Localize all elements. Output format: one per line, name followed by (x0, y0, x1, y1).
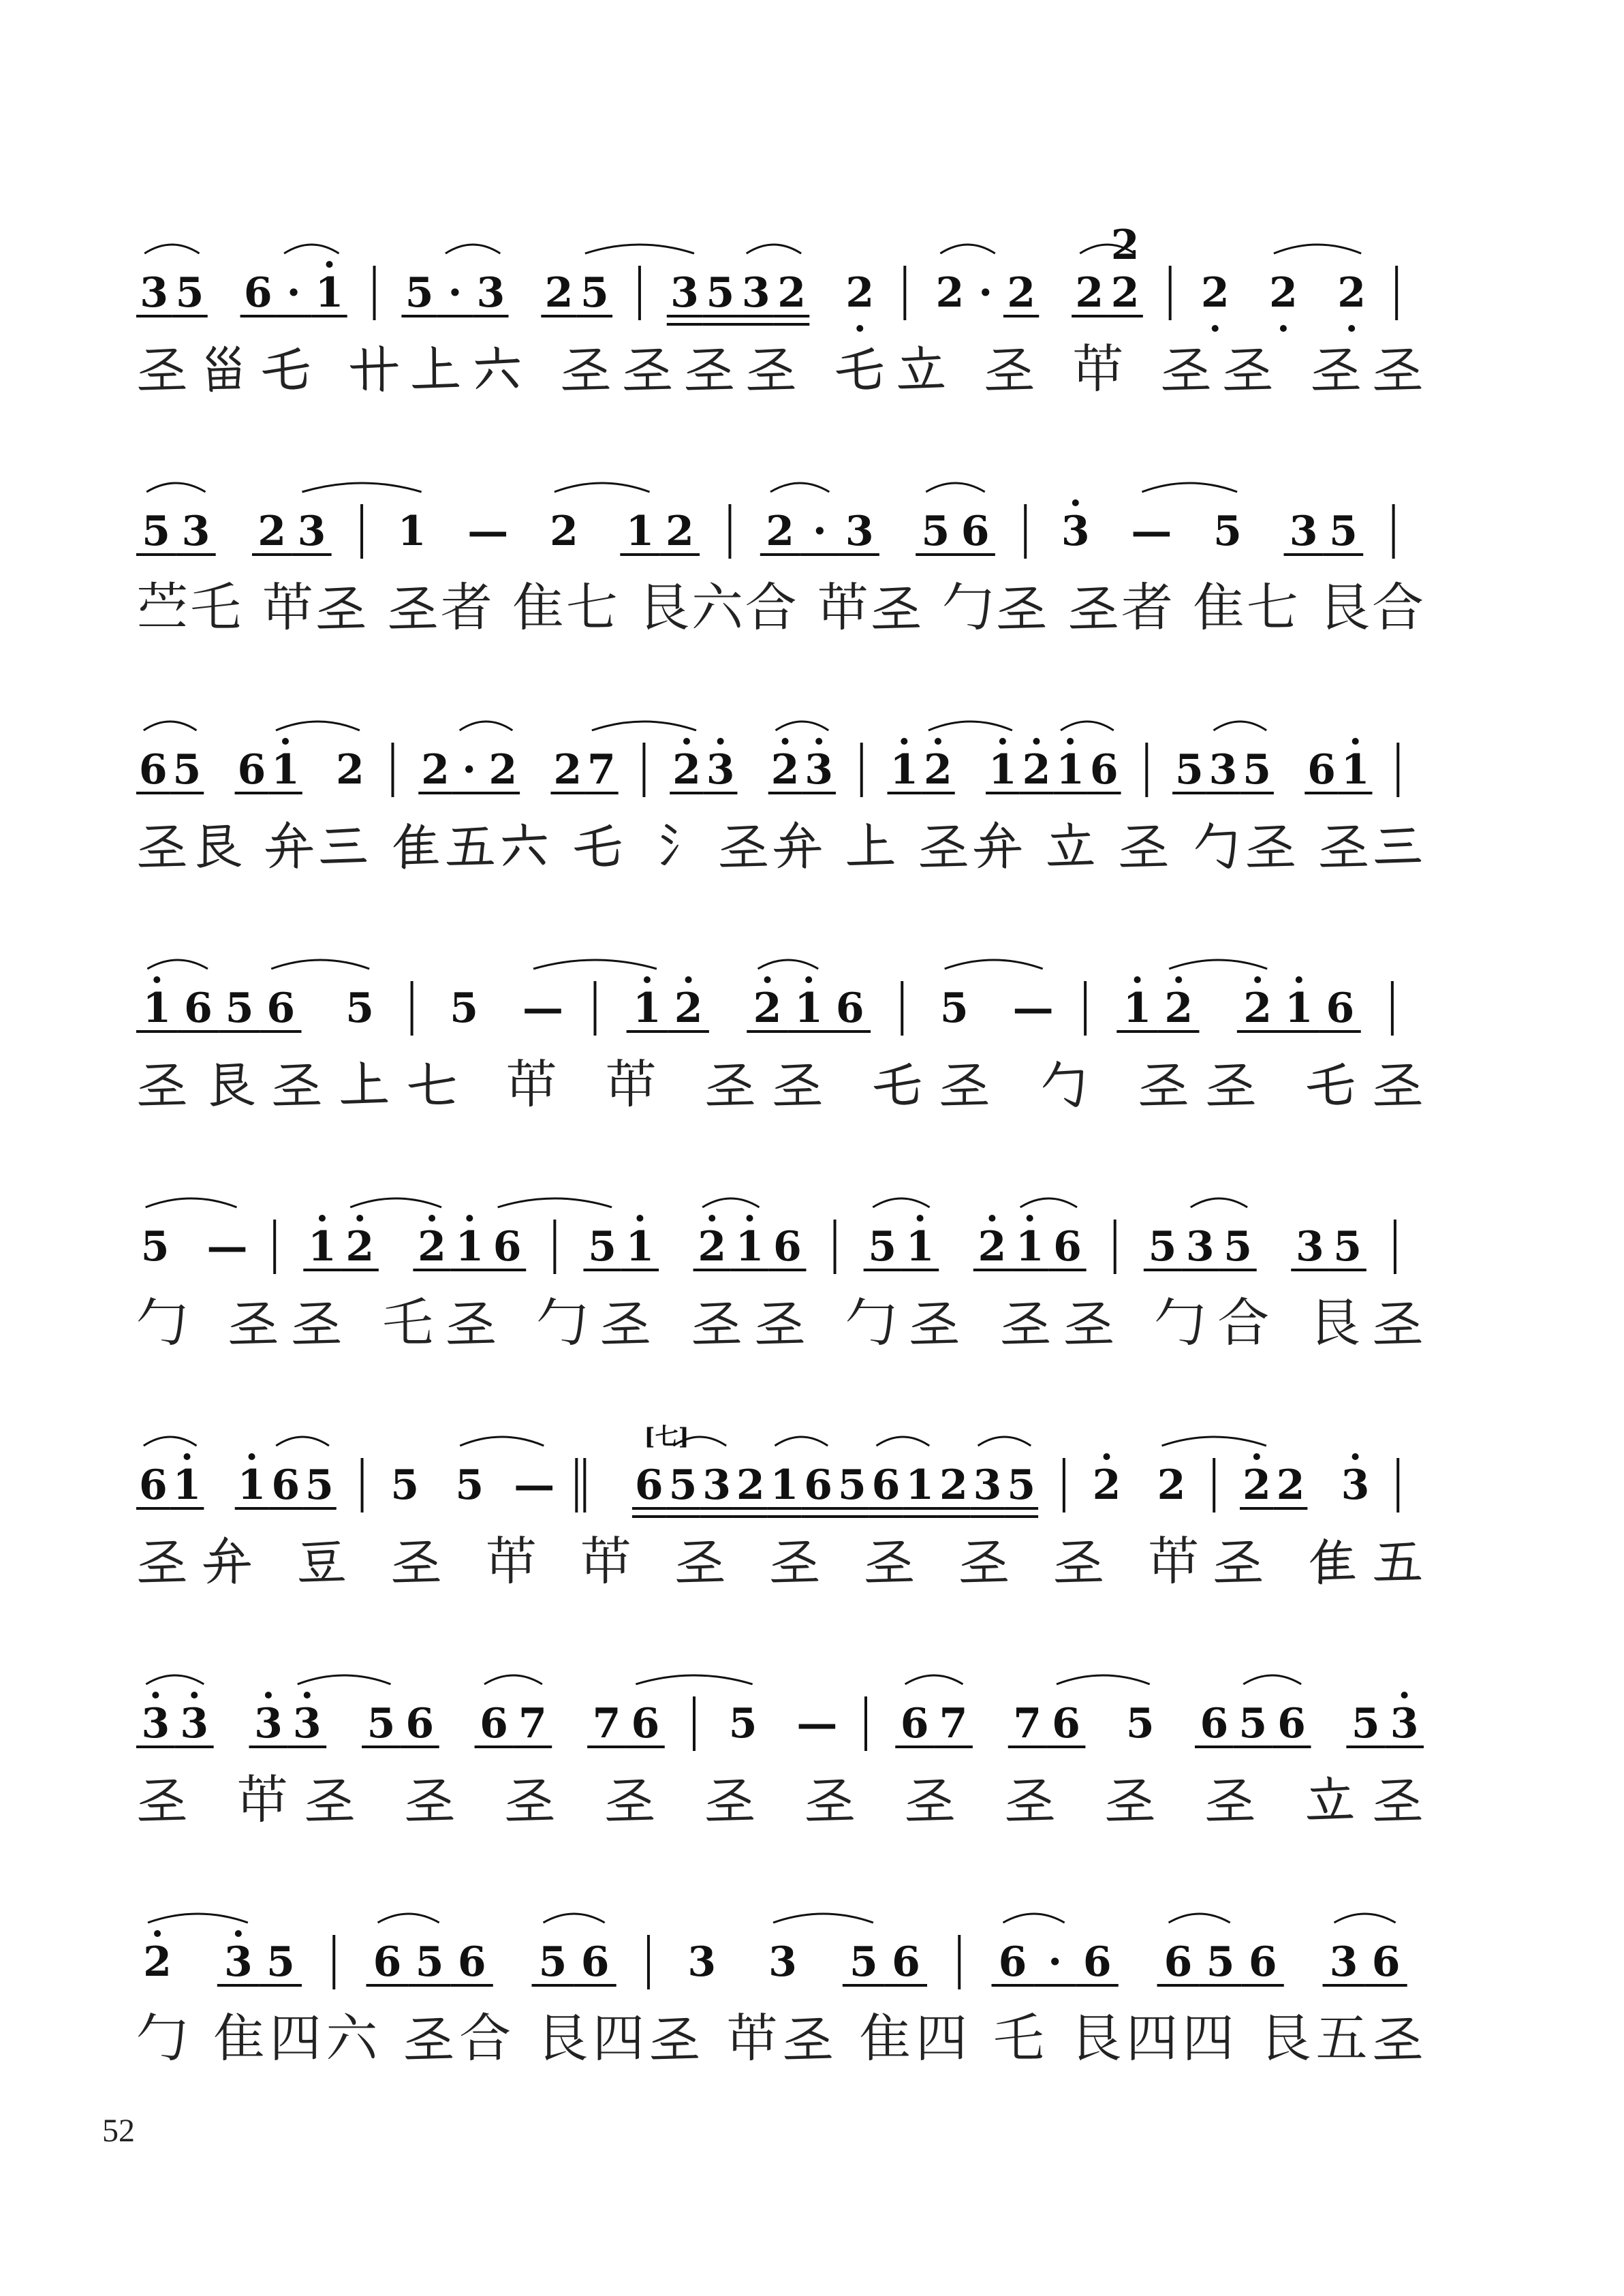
slur-arc (1162, 1437, 1266, 1446)
jianpu-note: 5 (1351, 1700, 1380, 1748)
section-mark: [七] (644, 1423, 689, 1450)
jianpu-note: 2 (665, 508, 694, 555)
jianpu-note: 6 (1089, 746, 1119, 794)
jianpu-note: 2 (553, 746, 582, 794)
slur-arc (1169, 960, 1267, 969)
jianpu-note: 5 (588, 1223, 616, 1271)
octave-dot-high (805, 976, 812, 983)
slur-arc (284, 245, 339, 253)
score-system (136, 483, 1424, 638)
octave-dot-low (856, 325, 863, 332)
jianpu-note: 2 (1269, 269, 1298, 317)
jianpu-note: 6 (961, 508, 990, 555)
guqin-tablature: 𢀖 𦬕𢀖 𢀖 𢀖 𢀖 𢀖 𢀖 𢀖 𢀖 𢀖 𢀖 立𢀖 (136, 1769, 1424, 1830)
slur-arc (1142, 483, 1237, 492)
jianpu-note: 2 (345, 1223, 375, 1271)
slur-arc (276, 722, 360, 730)
octave-dot-high (153, 976, 160, 983)
jianpu-note: 2 (845, 269, 875, 317)
jianpu-note: 6 (580, 1938, 610, 1986)
octave-dot-low (1280, 325, 1287, 332)
slur-arc (544, 1914, 605, 1923)
slur-arc (146, 1675, 204, 1684)
guqin-tablature: 𢀖艮𢀖上七 𦬕 𦬕 𢀖𢀖 乇𢀖 勹 𢀖𢀖 乇𢀖 (136, 1054, 1424, 1115)
jianpu-note: 6 (1082, 1938, 1112, 1986)
jianpu-note: 5 (1213, 508, 1242, 555)
jianpu-note: · (978, 269, 993, 317)
jianpu-note: 5 (140, 1223, 170, 1271)
jianpu-note: 2 (418, 1223, 446, 1271)
jianpu-note: 1 (1056, 746, 1084, 794)
octave-dot-high (683, 738, 690, 745)
jianpu-note: 6 (1307, 746, 1336, 794)
jianpu-note: — (796, 1700, 838, 1748)
octave-dot-high (644, 976, 651, 983)
jianpu-note: 6 (1371, 1938, 1401, 1986)
jianpu-note: 6 (373, 1938, 402, 1986)
jianpu-note: 1 (1123, 984, 1152, 1032)
jianpu-note: 5 (142, 508, 171, 555)
slur-arc (905, 1675, 963, 1684)
score-system (136, 1914, 1424, 2068)
jianpu-note: 3 (768, 1938, 797, 1986)
jianpu-note: 1 (315, 269, 344, 317)
jianpu-note: 6 (998, 1938, 1027, 1986)
octave-dot-high (1175, 976, 1182, 983)
jianpu-note: 3 (181, 508, 210, 555)
jianpu-note: 1 (633, 984, 661, 1032)
slur-arc (636, 1675, 752, 1684)
guqin-tablature: 勹 隹四六 𢀖合 艮四𢀖 𦬕𢀖 隹四 乇 艮四四 艮五𢀖 (136, 2008, 1424, 2068)
slur-arc (144, 722, 197, 730)
jianpu-note: 6 (900, 1700, 929, 1748)
jianpu-note: — (514, 1461, 555, 1509)
jianpu-note: 2 (939, 1461, 968, 1509)
jianpu-note: 2 (1200, 269, 1230, 317)
octave-dot-high (1401, 1692, 1408, 1698)
slur-arc (1243, 1675, 1301, 1684)
jianpu-note: 3 (845, 508, 874, 555)
octave-dot-high (152, 1692, 159, 1698)
slur-arc (1169, 1914, 1230, 1923)
jianpu-note: 3 (706, 746, 735, 794)
jianpu-note: 2 (1022, 746, 1051, 794)
jianpu-note: 7 (587, 746, 616, 794)
score-system (136, 722, 1424, 876)
jianpu-note: 1 (455, 1223, 484, 1271)
jianpu-note: 6 (1326, 984, 1355, 1032)
jianpu-note: 5 (1125, 1700, 1155, 1748)
slur-arc (702, 1198, 759, 1207)
jianpu-note: 1 (770, 1461, 799, 1509)
octave-dot-high (1134, 976, 1141, 983)
jianpu-note: 6 (138, 746, 168, 794)
slur-arc (460, 722, 513, 730)
jianpu-note: 1 (794, 984, 824, 1032)
jianpu-note: 5 (366, 1700, 396, 1748)
jianpu-note: 5 (668, 1461, 698, 1509)
jianpu-note: 5 (1206, 1938, 1235, 1986)
slur-arc (555, 483, 650, 492)
octave-dot-high (764, 976, 771, 983)
octave-dot-high (1027, 1215, 1033, 1222)
score-system (136, 960, 1424, 1115)
octave-dot-high (685, 976, 692, 983)
jianpu-note: 5 (1223, 1223, 1252, 1271)
jianpu-note: 6 (1248, 1938, 1277, 1986)
octave-dot-high (1254, 976, 1261, 983)
guqin-tablature: 𢀖甾乇 卄上六 𢀖𢀖𢀖𢀖 乇立 𢀖 𦬕 𢀖𢀖 𢀖𢀖 (136, 339, 1424, 399)
jianpu-note: 3 (297, 508, 326, 555)
jianpu-note: 3 (805, 746, 834, 794)
jianpu-note: 1 (172, 1461, 202, 1509)
octave-dot-high (1352, 738, 1359, 745)
guqin-tablature: 𢀖艮 弁三 隹五六 乇 氵 𢀖弁 上 𢀖弁 立 𢀖 勹𢀖 𢀖三 (136, 816, 1424, 876)
slur-arc (940, 245, 995, 253)
jianpu-note: 7 (1013, 1700, 1042, 1748)
octave-dot-high (356, 1215, 363, 1222)
jianpu-note: 6 (493, 1223, 522, 1271)
jianpu-note: 1 (735, 1223, 764, 1271)
octave-dot-high (782, 738, 789, 745)
score-system (136, 1675, 1424, 1830)
jianpu-note: 2 (1276, 1461, 1305, 1509)
jianpu-note: 6 (634, 1461, 663, 1509)
slur-arc (484, 1675, 542, 1684)
jianpu-note: 5 (266, 1938, 295, 1986)
slur-arc (978, 1437, 1031, 1446)
octave-dot-high (917, 1215, 924, 1222)
jianpu-note: 5 (390, 1461, 420, 1509)
jianpu-note: 1 (308, 1223, 337, 1271)
octave-dot-high (466, 1215, 473, 1222)
score-system (136, 1423, 1424, 1592)
jianpu-note: 2 (978, 1223, 1007, 1271)
jianpu-note: 5 (1174, 746, 1204, 794)
jianpu-note: 5 (455, 1461, 484, 1509)
octave-dot-low (1212, 325, 1219, 332)
jianpu-note: 5 (415, 1938, 444, 1986)
octave-dot-high (319, 1215, 326, 1222)
slur-arc (1020, 1198, 1077, 1207)
slur-arc (446, 245, 500, 253)
octave-dot-high (717, 738, 724, 745)
jianpu-note: 5 (849, 1938, 878, 1986)
slur-arc (873, 1198, 929, 1207)
octave-dot-high (1072, 499, 1079, 506)
jianpu-note: 2 (736, 1461, 765, 1509)
jianpu-note: 5 (1333, 1223, 1362, 1271)
jianpu-note: 3 (1208, 746, 1238, 794)
jianpu-note: 6 (772, 1223, 802, 1271)
slur-arc (298, 1675, 391, 1684)
octave-dot-high (1296, 976, 1302, 983)
octave-dot-high (282, 738, 289, 745)
slur-arc (498, 1198, 612, 1207)
slur-arc (276, 1437, 329, 1446)
jianpu-note: 6 (271, 1461, 300, 1509)
jianpu-note: 2 (674, 984, 703, 1032)
jianpu-note: 5 (706, 269, 735, 317)
guqin-tablature: 勹 𢀖𢀖 乇𢀖 勹𢀖 𢀖𢀖 勹𢀖 𢀖𢀖 勹合 艮𢀖 (136, 1292, 1424, 1353)
jianpu-note: 6 (405, 1700, 435, 1748)
slur-arc (773, 1914, 873, 1923)
octave-dot-high (191, 1692, 198, 1698)
score-system (136, 221, 1424, 399)
jianpu-note: — (522, 984, 564, 1032)
jianpu-note: 6 (835, 984, 864, 1032)
jianpu-note: 2 (1075, 269, 1104, 317)
jianpu-note: 5 (175, 269, 204, 317)
jianpu-note: 6 (138, 1461, 168, 1509)
octave-dot-high (988, 1215, 995, 1222)
octave-dot-high (428, 1215, 435, 1222)
jianpu-note: 1 (397, 508, 426, 555)
jianpu-note: 3 (1289, 508, 1318, 555)
slur-arc (945, 960, 1043, 969)
jianpu-note: 2 (672, 746, 701, 794)
jianpu-note: 7 (592, 1700, 621, 1748)
slur-arc (302, 483, 421, 492)
slur-arc (1061, 722, 1114, 730)
jianpu-note: 5 (538, 1938, 567, 1986)
octave-dot-high (249, 1453, 255, 1460)
jianpu-note: 2 (1242, 1461, 1271, 1509)
jianpu-note: 2 (753, 984, 782, 1032)
jianpu-note: 1 (271, 746, 300, 794)
slur-arc (350, 1198, 441, 1207)
octave-dot-high (184, 1453, 191, 1460)
octave-dot-high (1104, 1453, 1110, 1460)
octave-dot-high (901, 738, 907, 745)
jianpu-note: 3 (141, 1700, 170, 1748)
jianpu-note: · (1048, 1938, 1063, 1986)
guqin-tablature: 苎乇 𦬕𢀖 𢀖者 隹七 艮六合 𦬕𢀖 勹𢀖 𢀖者 隹七 艮合 (136, 577, 1424, 638)
jianpu-note: 1 (625, 1223, 655, 1271)
jianpu-note: 6 (1052, 1700, 1080, 1748)
jianpu-note: — (206, 1223, 248, 1271)
jianpu-note: 2 (550, 508, 578, 555)
jianpu-note: 2 (143, 1938, 172, 1986)
octave-dot-high (1352, 1453, 1359, 1460)
slur-arc (1334, 1914, 1396, 1923)
page-number: 52 (102, 2113, 135, 2149)
jianpu-note: 5 (837, 1461, 866, 1509)
jianpu-note: 6 (804, 1461, 833, 1509)
jianpu-note: 2 (1007, 269, 1035, 317)
jianpu-note: 3 (1185, 1223, 1215, 1271)
slur-arc (460, 1437, 544, 1446)
jianpu-note: 6 (457, 1938, 486, 1986)
slur-arc (1191, 1198, 1247, 1207)
slur-arc (592, 722, 696, 730)
octave-dot-low (1348, 325, 1355, 332)
jianpu-note: 1 (1015, 1223, 1044, 1271)
jianpu-note: 5 (1243, 746, 1271, 794)
octave-dot-high (154, 1930, 161, 1937)
score-system (136, 1198, 1424, 1353)
slur-arc (926, 483, 984, 492)
jianpu-note: 1 (1284, 984, 1313, 1032)
jianpu-note: 3 (254, 1700, 283, 1748)
slur-arc (928, 722, 1012, 730)
jianpu-note: 6 (631, 1700, 660, 1748)
jianpu-note: 1 (1341, 746, 1370, 794)
jianpu-note: 1 (988, 746, 1017, 794)
jianpu-note: 3 (476, 269, 505, 317)
slur-arc (758, 960, 819, 969)
jianpu-note: 6 (1164, 1938, 1193, 1986)
jianpu-note: 3 (180, 1700, 209, 1748)
jianpu-note: 2 (1092, 1461, 1121, 1509)
slur-arc (144, 1437, 197, 1446)
slur-arc (147, 960, 208, 969)
slur-arc (1213, 722, 1266, 730)
octave-dot-high (1033, 738, 1040, 745)
jianpu-note: 5 (1148, 1223, 1177, 1271)
octave-dot-high (326, 261, 333, 268)
slur-arc (1057, 1675, 1150, 1684)
octave-dot-high (708, 1215, 715, 1222)
jianpu-note: 2 (1157, 1461, 1186, 1509)
jianpu-note: 5 (1007, 1461, 1036, 1509)
jianpu-note: 6 (1277, 1700, 1306, 1748)
jianpu-note: 3 (741, 269, 770, 317)
jianpu-note: 3 (670, 269, 699, 317)
jianpu-note: 5 (450, 984, 478, 1032)
slur-arc (271, 960, 369, 969)
jianpu-note: — (1012, 984, 1054, 1032)
jianpu-note: 6 (1200, 1700, 1229, 1748)
jianpu-note: 3 (1341, 1461, 1370, 1509)
slur-arc (144, 245, 199, 253)
jianpu-note: 1 (905, 1223, 935, 1271)
slur-arc (776, 722, 829, 730)
jianpu-note: 5 (580, 269, 609, 317)
jianpu-note: · (462, 746, 477, 794)
jianpu-note: 2 (698, 1223, 727, 1271)
jianpu-note: 5 (225, 984, 254, 1032)
jianpu-note: 1 (237, 1461, 266, 1509)
jianpu-note: 5 (305, 1461, 334, 1509)
jianpu-note: 2 (421, 746, 450, 794)
jianpu-note: 3 (1390, 1700, 1419, 1748)
jianpu-note: · (448, 269, 463, 317)
octave-dot-high (747, 1215, 753, 1222)
slur-arc (533, 960, 657, 969)
jianpu-note: · (812, 508, 827, 555)
slur-arc (146, 1198, 237, 1207)
octave-dot-high (265, 1692, 272, 1698)
jianpu-note: 3 (292, 1700, 322, 1748)
slur-arc (148, 1914, 248, 1923)
jianpu-note: 6 (892, 1938, 920, 1986)
octave-dot-high (1067, 738, 1074, 745)
jianpu-note: 3 (973, 1461, 1002, 1509)
octave-dot-high (935, 738, 941, 745)
jianpu-note: 6 (184, 984, 213, 1032)
jianpu-note: 2 (257, 508, 287, 555)
jianpu-note: · (286, 269, 301, 317)
slur-arc (747, 245, 801, 253)
jianpu-note: 2 (336, 746, 364, 794)
octave-dot-high (1253, 1453, 1260, 1460)
slur-arc (146, 483, 205, 492)
jianpu-note: — (1131, 508, 1172, 555)
slur-arc (770, 483, 829, 492)
jianpu-note: 1 (625, 508, 655, 555)
octave-dot-high (636, 1215, 643, 1222)
jianpu-note: 5 (921, 508, 950, 555)
jianpu-note: 2 (488, 746, 518, 794)
jianpu-note: 2 (935, 269, 965, 317)
jianpu-note: 1 (890, 746, 919, 794)
jianpu-note: 5 (172, 746, 202, 794)
jianpu-note: 6 (480, 1700, 508, 1748)
jianpu-note: 2 (777, 269, 806, 317)
jianpu-note: 5 (345, 984, 375, 1032)
slur-arc (1274, 245, 1361, 253)
jianpu-note: 2 (1164, 984, 1193, 1032)
octave-dot-high (815, 738, 822, 745)
jianpu-note: 6 (1053, 1223, 1082, 1271)
jianpu-note: 3 (687, 1938, 717, 1986)
jianpu-note: 7 (939, 1700, 968, 1748)
jianpu-note: 5 (868, 1223, 897, 1271)
jianpu-note: 5 (405, 269, 434, 317)
jianpu-note: 3 (1061, 508, 1090, 555)
jianpu-note: 5 (1238, 1700, 1268, 1748)
jianpu-note: 6 (871, 1461, 901, 1509)
jianpu-note: 2 (544, 269, 574, 317)
jianpu-note: 2 (1243, 984, 1272, 1032)
jianpu-note: 2 (766, 508, 794, 555)
slur-arc (585, 245, 694, 253)
jianpu-note: — (467, 508, 509, 555)
slur-arc (1003, 1914, 1065, 1923)
jianpu-note: 3 (223, 1938, 253, 1986)
octave-dot-high (304, 1692, 311, 1698)
jianpu-note: 5 (1329, 508, 1358, 555)
jianpu-note: 1 (142, 984, 172, 1032)
jianpu-note: 3 (140, 269, 169, 317)
jianpu-note: 3 (1296, 1223, 1324, 1271)
jianpu-note: 6 (266, 984, 296, 1032)
jianpu-note: 7 (518, 1700, 547, 1748)
upper-voice-note: 2 (1110, 221, 1140, 269)
jianpu-note: 6 (237, 746, 266, 794)
octave-dot-high (235, 1930, 242, 1937)
jianpu-note: 5 (939, 984, 969, 1032)
jianpu-note: 3 (702, 1461, 731, 1509)
slur-arc (877, 1437, 930, 1446)
octave-dot-high (999, 738, 1006, 745)
jianpu-note: 2 (924, 746, 952, 794)
score-systems (136, 221, 1424, 2068)
jianpu-note: 2 (770, 746, 800, 794)
guqin-tablature: 𢀖弁 豆 𢀖 𦬕 𦬕 𢀖 𢀖 𢀖 𢀖 𢀖 𦬕𢀖 隹五 (136, 1531, 1424, 1592)
jianpu-note: 2 (1110, 269, 1140, 317)
jianpu-note: 2 (1337, 269, 1366, 317)
jianpu-note: 6 (243, 269, 272, 317)
jianpu-note: 5 (728, 1700, 758, 1748)
slur-arc (775, 1437, 828, 1446)
jianpu-note: 1 (905, 1461, 935, 1509)
slur-arc (378, 1914, 439, 1923)
jianpu-note: 3 (1329, 1938, 1358, 1986)
